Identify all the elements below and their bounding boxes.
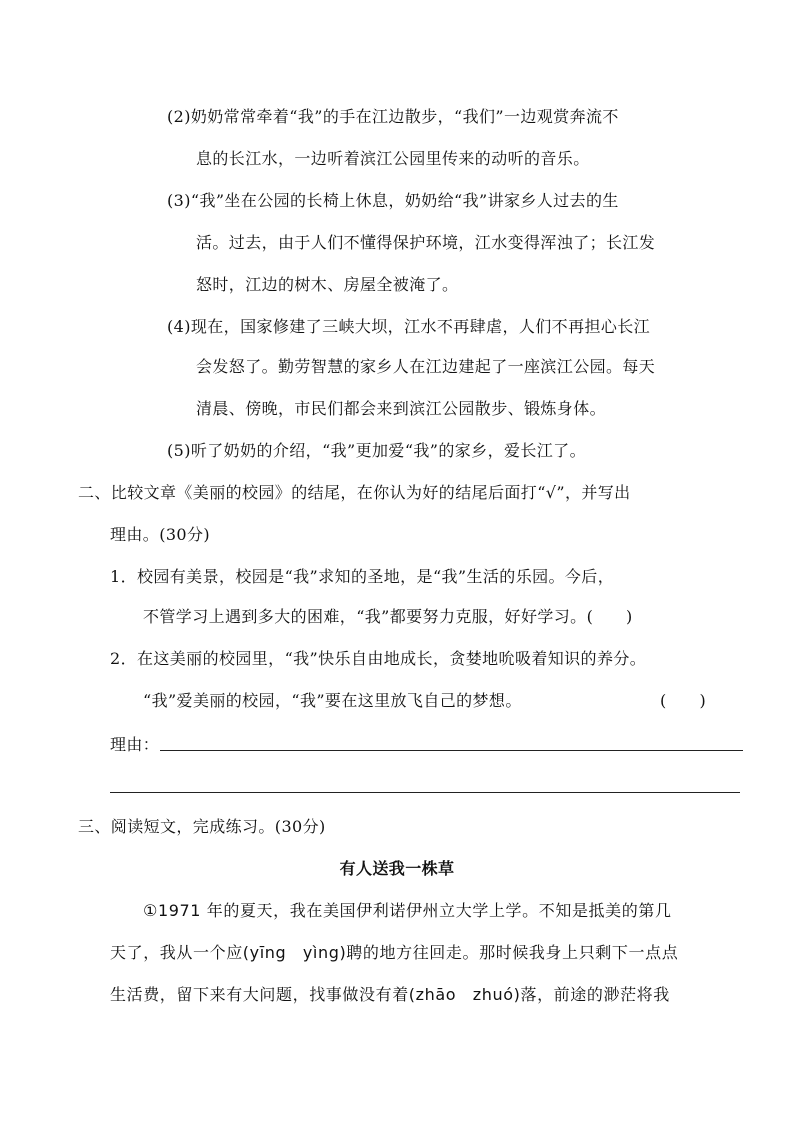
item-2-line-1: (2)奶奶常常牵着“我”的手在江边散步，“我们”一边观赏奔流不 — [167, 107, 619, 126]
item-4-line-1: (4)现在，国家修建了三峡大坝，江水不再肆虐，人们不再担心长江 — [167, 317, 651, 336]
item-5-line-1: (5)听了奶奶的介绍，“我”更加爱“我”的家乡，爱长江了。 — [167, 441, 586, 460]
reason-label: 理由： — [110, 735, 160, 754]
item-3-line-2: 活。过去，由于人们不懂得保护环境，江水变得浑浊了；长江发 — [196, 233, 656, 252]
item-4-line-2: 会发怒了。勤劳智慧的家乡人在江边建起了一座滨江公园。每天 — [196, 357, 656, 376]
item-2-line-2: 息的长江水，一边听着滨江公园里传来的动听的音乐。 — [196, 149, 590, 168]
option-2-line-2: “我”爱美丽的校园，“我”要在这里放飞自己的梦想。 — [143, 691, 522, 710]
option-1-text: 不管学习上遇到多大的困难，“我”都要努力克服，好好学习。 — [143, 607, 587, 626]
story-line-1: ①1971 年的夏天，我在美国伊利诺伊州立大学上学。不知是抵美的第几 — [143, 901, 672, 920]
item-3-line-1: (3)“我”坐在公园的长椅上休息，奶奶给“我”讲家乡人过去的生 — [167, 191, 619, 210]
option-1-line-2 — [143, 606, 633, 628]
story-title: 有人送我一株草 — [339, 859, 455, 878]
option-1-line-1: 1．校园有美景，校园是“我”求知的圣地，是“我”生活的乐园。今后， — [110, 567, 615, 586]
reason-answer-line-1[interactable] — [160, 750, 743, 751]
option-2-answer-box[interactable]: ( ) — [660, 691, 707, 710]
story-line-2: 天了，我从一个应(yīng yìng)聘的地方往回走。那时候我身上只剩下一点点 — [110, 943, 679, 962]
reason-answer-line-2[interactable] — [110, 792, 740, 793]
section-3-heading: 三、阅读短文，完成练习。(30分) — [78, 817, 326, 836]
option-2-line-1: 2．在这美丽的校园里，“我”快乐自由地成长，贪婪地吮吸着知识的养分。 — [110, 649, 647, 668]
option-1-answer-box[interactable]: ( ) — [586, 607, 633, 626]
section-2-heading-line-1: 二、比较文章《美丽的校园》的结尾，在你认为好的结尾后面打“√”，并写出 — [78, 483, 631, 502]
item-3-line-3: 怒时，江边的树木、房屋全被淹了。 — [196, 275, 459, 294]
section-2-heading-line-2: 理由。(30分) — [110, 525, 211, 544]
item-4-line-3: 清晨、傍晚，市民们都会来到滨江公园散步、锻炼身体。 — [196, 399, 607, 418]
story-line-3: 生活费，留下来有大问题，找事做没有着(zhāo zhuó)落，前途的渺茫将我 — [110, 985, 670, 1004]
